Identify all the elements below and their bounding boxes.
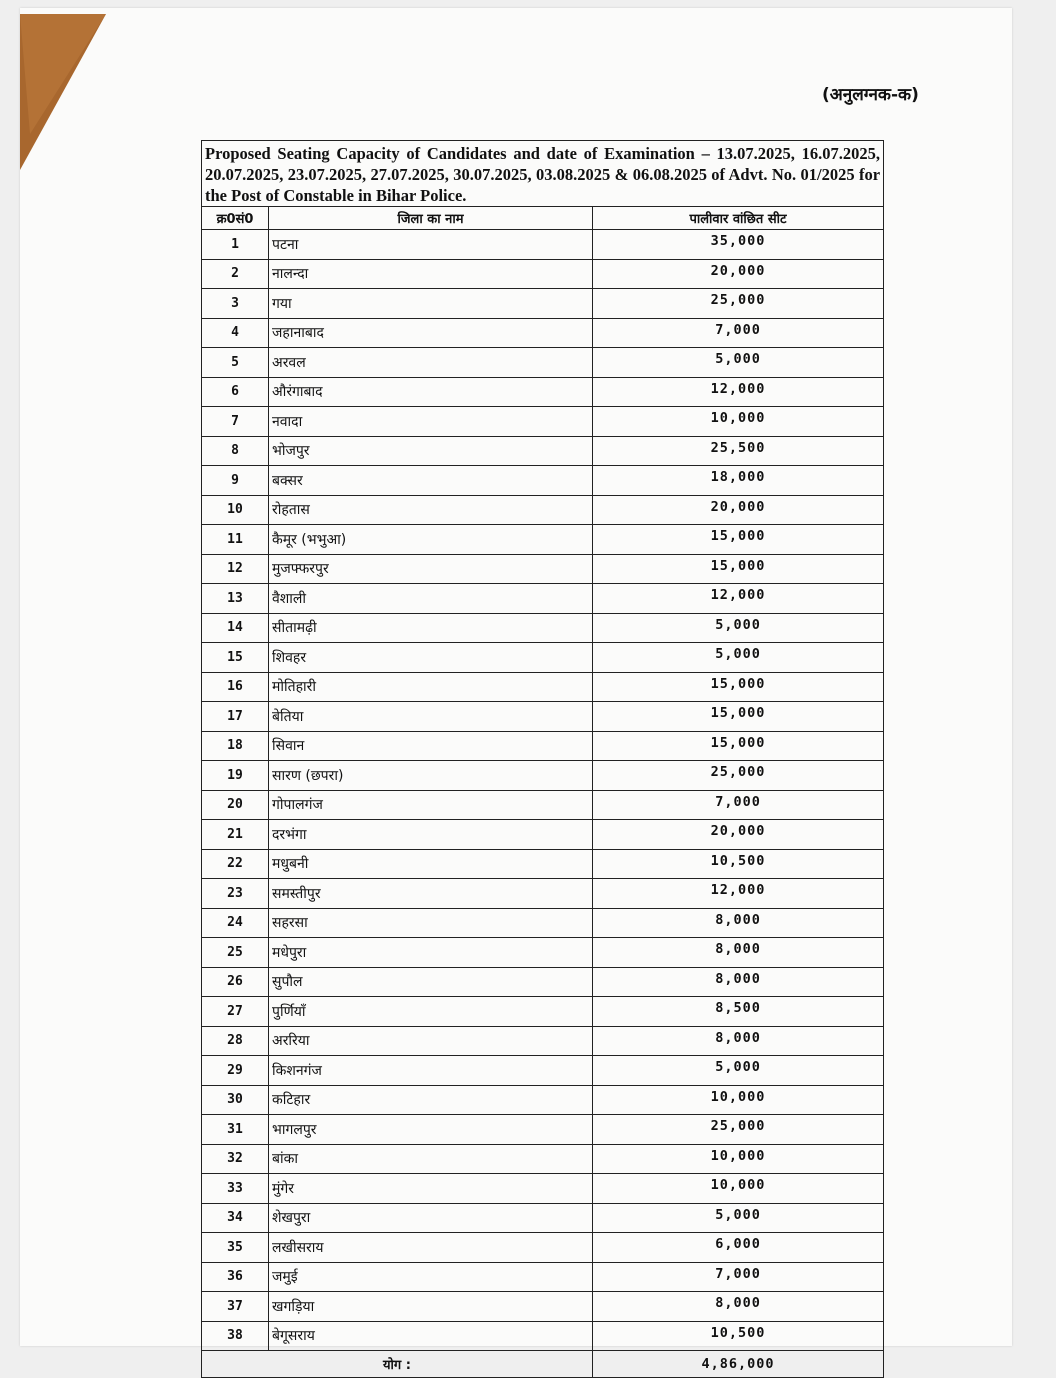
seats-cell: 8,000: [593, 1026, 884, 1056]
seating-capacity-table: [201, 140, 884, 1378]
district-name-cell: नवादा: [269, 407, 593, 437]
table-row: [202, 938, 884, 968]
table-row: [202, 1321, 884, 1351]
district-name-cell: सारण (छपरा): [269, 761, 593, 791]
seats-cell: 25,500: [593, 436, 884, 466]
serial-number-cell: 22: [202, 849, 269, 879]
serial-number-cell: 21: [202, 820, 269, 850]
table-row: [202, 1233, 884, 1263]
serial-number-cell: 25: [202, 938, 269, 968]
seats-cell: 15,000: [593, 554, 884, 584]
serial-number-cell: 26: [202, 967, 269, 997]
header-seats: पालीवार वांछित सीट: [593, 207, 884, 230]
table-row: [202, 967, 884, 997]
table-row: [202, 289, 884, 319]
table-row: [202, 731, 884, 761]
serial-number-cell: 29: [202, 1056, 269, 1086]
district-name-cell: समस्तीपुर: [269, 879, 593, 909]
district-name-cell: वैशाली: [269, 584, 593, 614]
district-name-cell: रोहतास: [269, 495, 593, 525]
title-row: [202, 141, 884, 207]
district-name-cell: पुर्णियाँ: [269, 997, 593, 1027]
district-name-cell: गोपालगंज: [269, 790, 593, 820]
serial-number-cell: 17: [202, 702, 269, 732]
seats-cell: 6,000: [593, 1233, 884, 1263]
district-name-cell: सहरसा: [269, 908, 593, 938]
seats-cell: 8,000: [593, 908, 884, 938]
seats-cell: 5,000: [593, 643, 884, 673]
serial-number-cell: 1: [202, 230, 269, 260]
table-row: [202, 849, 884, 879]
seats-cell: 8,000: [593, 938, 884, 968]
seats-cell: 7,000: [593, 1262, 884, 1292]
seats-cell: 15,000: [593, 731, 884, 761]
serial-number-cell: 20: [202, 790, 269, 820]
district-name-cell: लखीसराय: [269, 1233, 593, 1263]
table-row: [202, 1085, 884, 1115]
table-row: [202, 672, 884, 702]
seats-cell: 5,000: [593, 1203, 884, 1233]
table-row: [202, 613, 884, 643]
district-name-cell: सुपौल: [269, 967, 593, 997]
serial-number-cell: 8: [202, 436, 269, 466]
table-row: [202, 908, 884, 938]
seats-cell: 20,000: [593, 495, 884, 525]
district-name-cell: सिवान: [269, 731, 593, 761]
seats-cell: 5,000: [593, 613, 884, 643]
table-row: [202, 790, 884, 820]
seats-cell: 10,500: [593, 1321, 884, 1351]
table-row: [202, 407, 884, 437]
table-row: [202, 1026, 884, 1056]
seats-cell: 5,000: [593, 1056, 884, 1086]
district-name-cell: जमुई: [269, 1262, 593, 1292]
annexure-label: (अनुलग्नक-क): [822, 85, 919, 105]
serial-number-cell: 35: [202, 1233, 269, 1263]
seats-cell: 5,000: [593, 348, 884, 378]
table-row: [202, 554, 884, 584]
seats-cell: 15,000: [593, 672, 884, 702]
district-name-cell: नालन्दा: [269, 259, 593, 289]
district-name-cell: पटना: [269, 230, 593, 260]
serial-number-cell: 32: [202, 1144, 269, 1174]
seats-cell: 20,000: [593, 820, 884, 850]
district-name-cell: कटिहार: [269, 1085, 593, 1115]
district-name-cell: औरंगाबाद: [269, 377, 593, 407]
seats-cell: 10,000: [593, 1174, 884, 1204]
table-row: [202, 1292, 884, 1322]
district-name-cell: गया: [269, 289, 593, 319]
seats-cell: 25,000: [593, 1115, 884, 1145]
seats-cell: 8,000: [593, 967, 884, 997]
serial-number-cell: 12: [202, 554, 269, 584]
serial-number-cell: 14: [202, 613, 269, 643]
serial-number-cell: 6: [202, 377, 269, 407]
district-name-cell: जहानाबाद: [269, 318, 593, 348]
district-name-cell: बेतिया: [269, 702, 593, 732]
seats-cell: 20,000: [593, 259, 884, 289]
folded-corner-shadow: [20, 14, 106, 170]
table-row: [202, 525, 884, 555]
district-name-cell: अरवल: [269, 348, 593, 378]
seats-cell: 10,500: [593, 849, 884, 879]
serial-number-cell: 38: [202, 1321, 269, 1351]
seats-cell: 10,000: [593, 1085, 884, 1115]
seats-cell: 25,000: [593, 289, 884, 319]
district-name-cell: बांका: [269, 1144, 593, 1174]
district-name-cell: मुंगेर: [269, 1174, 593, 1204]
total-value: 4,86,000: [593, 1351, 884, 1378]
header-district: जिला का नाम: [269, 207, 593, 230]
table-row: [202, 495, 884, 525]
table-row: [202, 230, 884, 260]
serial-number-cell: 33: [202, 1174, 269, 1204]
serial-number-cell: 10: [202, 495, 269, 525]
seats-cell: 18,000: [593, 466, 884, 496]
serial-number-cell: 4: [202, 318, 269, 348]
table-row: [202, 643, 884, 673]
table-row: [202, 377, 884, 407]
seats-cell: 8,000: [593, 1292, 884, 1322]
serial-number-cell: 11: [202, 525, 269, 555]
serial-number-cell: 9: [202, 466, 269, 496]
district-name-cell: सीतामढ़ी: [269, 613, 593, 643]
seats-cell: 10,000: [593, 1144, 884, 1174]
serial-number-cell: 2: [202, 259, 269, 289]
serial-number-cell: 5: [202, 348, 269, 378]
serial-number-cell: 16: [202, 672, 269, 702]
serial-number-cell: 28: [202, 1026, 269, 1056]
table-row: [202, 584, 884, 614]
district-name-cell: मोतिहारी: [269, 672, 593, 702]
seats-cell: 7,000: [593, 790, 884, 820]
district-name-cell: दरभंगा: [269, 820, 593, 850]
table-row: [202, 466, 884, 496]
seats-cell: 15,000: [593, 702, 884, 732]
serial-number-cell: 7: [202, 407, 269, 437]
serial-number-cell: 3: [202, 289, 269, 319]
table-row: [202, 879, 884, 909]
seats-cell: 10,000: [593, 407, 884, 437]
table-row: [202, 702, 884, 732]
seats-cell: 35,000: [593, 230, 884, 260]
seats-cell: 8,500: [593, 997, 884, 1027]
district-name-cell: किशनगंज: [269, 1056, 593, 1086]
table-row: [202, 259, 884, 289]
district-name-cell: खगड़िया: [269, 1292, 593, 1322]
table-row: [202, 820, 884, 850]
district-name-cell: कैमूर (भभुआ): [269, 525, 593, 555]
serial-number-cell: 13: [202, 584, 269, 614]
serial-number-cell: 30: [202, 1085, 269, 1115]
total-row: [202, 1351, 884, 1378]
header-row: [202, 207, 884, 230]
table-row: [202, 318, 884, 348]
serial-number-cell: 27: [202, 997, 269, 1027]
district-name-cell: बेगूसराय: [269, 1321, 593, 1351]
serial-number-cell: 19: [202, 761, 269, 791]
serial-number-cell: 36: [202, 1262, 269, 1292]
district-name-cell: अररिया: [269, 1026, 593, 1056]
table-title: Proposed Seating Capacity of Candidates and date of Examination – 13.07.2025, 16.07.2025, 20.07.2025, 23.07.2025, 27.07.2025, 30.07.2025, 03.08.2025 & 06.08.2025 of Advt. No. 01/2025 for the Post of Constable in Bihar Police.: [202, 141, 884, 207]
table-row: [202, 1144, 884, 1174]
seats-cell: 12,000: [593, 584, 884, 614]
table-row: [202, 436, 884, 466]
serial-number-cell: 34: [202, 1203, 269, 1233]
table-row: [202, 1203, 884, 1233]
total-label: योग :: [202, 1351, 593, 1378]
district-name-cell: मधेपुरा: [269, 938, 593, 968]
district-name-cell: शिवहर: [269, 643, 593, 673]
serial-number-cell: 23: [202, 879, 269, 909]
seats-cell: 15,000: [593, 525, 884, 555]
table-row: [202, 348, 884, 378]
serial-number-cell: 31: [202, 1115, 269, 1145]
serial-number-cell: 18: [202, 731, 269, 761]
serial-number-cell: 15: [202, 643, 269, 673]
serial-number-cell: 24: [202, 908, 269, 938]
table-row: [202, 761, 884, 791]
seats-cell: 12,000: [593, 879, 884, 909]
serial-number-cell: 37: [202, 1292, 269, 1322]
district-name-cell: शेखपुरा: [269, 1203, 593, 1233]
seats-cell: 25,000: [593, 761, 884, 791]
seats-cell: 7,000: [593, 318, 884, 348]
seats-cell: 12,000: [593, 377, 884, 407]
district-name-cell: बक्सर: [269, 466, 593, 496]
district-name-cell: भागलपुर: [269, 1115, 593, 1145]
header-serial: क्र0सं0: [202, 207, 269, 230]
table-row: [202, 1262, 884, 1292]
table-row: [202, 1056, 884, 1086]
table-row: [202, 997, 884, 1027]
district-name-cell: भोजपुर: [269, 436, 593, 466]
district-name-cell: मुजफ्फरपुर: [269, 554, 593, 584]
table-row: [202, 1174, 884, 1204]
district-name-cell: मधुबनी: [269, 849, 593, 879]
table-row: [202, 1115, 884, 1145]
